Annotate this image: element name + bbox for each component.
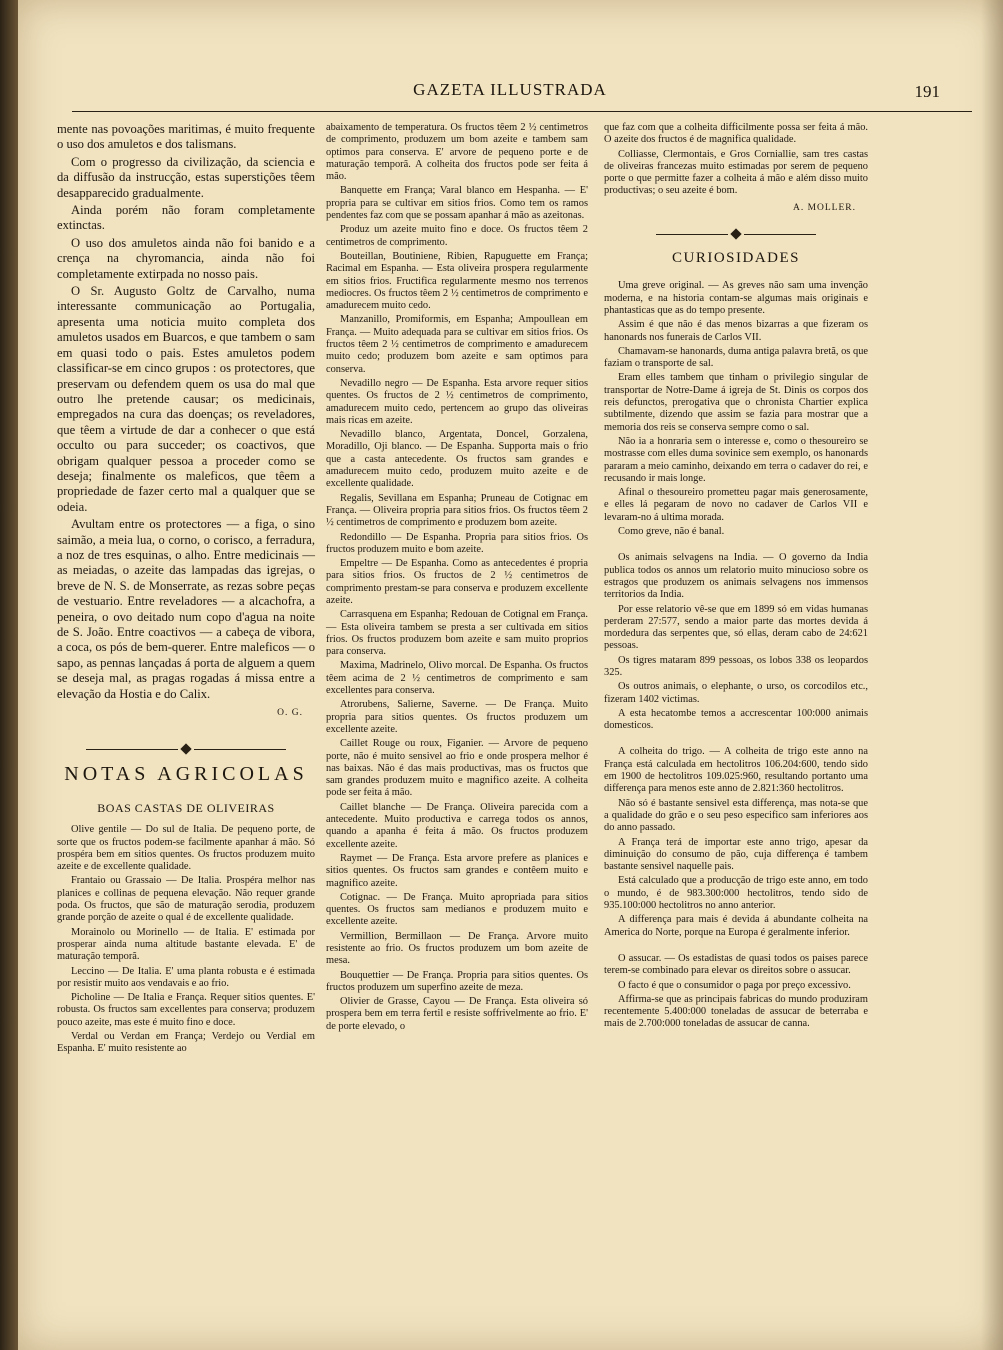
list-item: Leccino — De Italia. E' uma planta robusta e é estimada por resistir muito aos vendavais e ao frio. bbox=[57, 965, 315, 989]
article-paragraph: O assucar. — Os estadistas de quasi todos os paises parece terem-se combinado para elevar os direitos sobre o assucar. bbox=[604, 952, 868, 977]
section-title: CURIOSIDADES bbox=[671, 250, 800, 267]
list-item: Frantaio ou Grassaio — De Italia. Prospéra melhor nas planices e collinas de pequena elevação. Não requer grande poda. Os fructos, que são de maturação serodia, produzem grande porção de azeite o qual é de excellente qualidade. bbox=[57, 875, 315, 924]
list-item: Nevadillo negro — De Espanha. Esta arvore requer sitios quentes. Os fructos de 2 ½ centimetros de comprimento, amadurecem muito cedo, pertencem ao grupo das oliveiras mais ricas em azeite. bbox=[326, 377, 588, 426]
olive-entries bbox=[57, 824, 315, 1055]
list-item: Morainolo ou Morinello — de Italia. E' estimada por prosperar ainda numa altitude bastante elevada. E' de maturação temporã. bbox=[57, 926, 315, 963]
page-binding-edge bbox=[0, 0, 18, 1350]
list-item: Bouquettier — De França. Propria para sitios quentes. Os fructos produzem um superfino azeite de meza. bbox=[326, 969, 588, 993]
paragraph: Ainda porém não foram completamente extinctas. bbox=[57, 203, 315, 233]
list-item: Empeltre — De Espanha. Como as antecedentes é propria para sitios frios. Os fructos de 2 ½ centimetros de comprimento prestam-se para conserva e produzem excellente azeite. bbox=[326, 558, 588, 606]
article-paragraph: A esta hecatombe temos a accrescentar 100:000 animais domesticos. bbox=[604, 707, 868, 732]
paragraph: O uso dos amuletos ainda não foi banido e a crença na chyromancia, ainda não foi completamente extirpada no nosso pais. bbox=[57, 235, 315, 281]
list-item: Olivier de Grasse, Cayou — De França. Esta oliveira só prospera bem em terra fertil e resiste soffrivelmente ao frio. E' de porte elevado, o bbox=[326, 996, 588, 1032]
article-paragraph: Por esse relatorio vê-se que em 1899 só em vidas humanas perderam 27:577, sendo a maior parte das mortes devida á mordedura das serpentes que, só ellas, deram cabo de 24:621 pessoas. bbox=[604, 603, 868, 652]
article-paragraph: A differença para mais é devida á abundante colheita na America do Norte, porque na Europa é geralmente inferior. bbox=[604, 914, 868, 938]
article-paragraph: Uma greve original. — As greves não sam uma invenção moderna, e na historia contam-se algumas mais originais e phantasticas que as do tempo presente. bbox=[604, 280, 868, 316]
paragraph: Com o progresso da civilização, da sciencia e da diffusão da instrucção, estas superstições têem desapparecido gradualmente. bbox=[57, 154, 315, 200]
list-item: Regalis, Sevillana em Espanha; Pruneau de Cotignac em França. — Oliveira propria para sitios frios. Os fructos têem 2 ½ centimetros de comprimento e produzem bom azeite. bbox=[326, 492, 588, 529]
list-item: Vermillion, Bermillaon — De França. Arvore muito resistente ao frio. Os fructos produzem um bom azeite de mesa. bbox=[326, 930, 588, 967]
page-number: 191 bbox=[914, 82, 940, 101]
article-paragraph: Os animais selvagens na India. — O governo da India publica todos os annos um relatorio muito minucioso sobre os estragos que produzem os animais selvagens nos immensos territorios da India. bbox=[604, 552, 868, 601]
article-paragraph: A colheita do trigo. — A colheita de trigo este anno na França está calculada em hectolitros 106.204:600, tendo sido em 1900 de hectolitros 109.025:960, resultando portanto uma differença para menos este anno de 2.821:360 hectolitros. bbox=[604, 746, 868, 795]
article-paragraph: Não só é bastante sensivel esta differença, mas nota-se que a qualidade do grão e o seu peso especifico sam inferiores aos do anno passado. bbox=[604, 797, 868, 834]
publication-title: GAZETA ILLUSTRADA bbox=[413, 80, 607, 99]
subsection-title: BOAS CASTAS DE OLIVEIRAS bbox=[97, 800, 275, 815]
list-item: Redondillo — De Espanha. Propria para sitios frios. Os fructos produzem muito e bom azeite. bbox=[326, 531, 588, 555]
list-item: Picholine — De Italia e França. Requer sitios quentes. E' robusta. Os fructos sam excellentes para conserva; produzem pouco azeite, mas este é muito fino e doce. bbox=[57, 992, 315, 1028]
article-paragraph: Não ia a honraria sem o interesse e, como o thesoureiro se mostrasse com elles duma sovinice sem exemplo, os hanonards pararam a meio caminho, deixando em terra o cadaver do rei, e recusando ir mais longe. bbox=[604, 435, 868, 484]
list-item: Manzanillo, Promiformis, em Espanha; Ampoullean em França. — Muito adequada para se cultivar em sitios frios. Os fructos têem 2 ½ centimetros de comprimento e amadurecem muito cedo; produzem bom azeite e sam optimos para conserva. bbox=[326, 314, 588, 375]
column-2 bbox=[326, 122, 588, 1035]
list-item: Produz um azeite muito fino e doce. Os fructos têem 2 centimetros de comprimento. bbox=[326, 224, 588, 248]
list-item: Carrasquena em Espanha; Redouan de Cotignal em França. — Esta oliveira tambem se presta a ser cultivada em sitios frios. Os fructos produzem bom azeite e sam muito proprios para conserva. bbox=[326, 609, 588, 658]
list-item: Banquette em França; Varal blanco em Hespanha. — E' propria para se cultivar em sitios frios. Como tem os ramos pendentes faz com que se possam apanhar á mão as azeitonas. bbox=[326, 185, 588, 222]
page-header bbox=[60, 80, 960, 106]
section-title: NOTAS AGRICOLAS bbox=[64, 763, 308, 786]
page-edge-shadow bbox=[981, 0, 1003, 1350]
paragraph: Avultam entre os protectores — a figa, o sino saimão, a meia lua, o corno, o corisco, a ferradura, a noz de tres esquinas, o alho. Entre medicinais — as meiadas, o azeite das lampadas das igrejas, o breve de N. S. de Monserrate, as rezas sobre peças de vestuario. Entre reveladores — a alcachofra, a peneira, o ovo deitado num copo d'agua na noite de S. João. Entre coactivos — a cabeça de vibora, a coca, os pós de bem-querer. Entre maleficos — o sapo, as pennas lançadas á porta de alguem a quem se deseja mal, as pragas rogadas á missa entre a elevação da Hostia e do Calix. bbox=[57, 517, 315, 701]
list-item: Cotignac. — De França. Muito apropriada para sitios quentes. Os fructos sam medianos e produzem muito e excellente azeite. bbox=[326, 891, 588, 928]
list-item: Olive gentile — Do sul de Italia. De pequeno porte, de sorte que os fructos podem-se facilmente apanhar á mão. Só prospéra bem em sitios quentes. Os fructos produzem muito azeite e de excellente qualidade. bbox=[57, 824, 315, 873]
list-item: abaixamento de temperatura. Os fructos têem 2 ½ centimetros de comprimento, produzem um bom azeite e tambem sam optimos para conserva. E' arvore de pequeno porte e de maturação temporã. A colheita dos fructos pode ser feita á mão. bbox=[326, 122, 588, 183]
article-signature: A. MOLLER. bbox=[792, 202, 856, 213]
article-paragraph: Os outros animais, o elephante, o urso, os corcodilos etc., fizeram 1402 victimas. bbox=[604, 681, 868, 705]
header-rule bbox=[72, 111, 972, 112]
article-paragraph: Está calculado que a producção de trigo este anno, em todo o mundo, é de 983.300:000 hectolitros, tendo sido de 935.100:000 hectolitros no anno anterior. bbox=[604, 875, 868, 912]
paragraph: O Sr. Augusto Goltz de Carvalho, numa interessante communicação ao Portugalia, apresenta uma noticia muito completa dos amuletos usados em Buarcos, e que tambem o sam em quasi todo o pais. Estes amuletos podem classificar-se em cinco grupos : os protectores, que preservam ou defendem quem os usa do mal que outro lhe pretende causar; os medicinais, empregados na cura das doenças; os reveladores, que têem a virtude de dar a conhecer o que está occulto ou para succeder; os coactivos, que obrigam qualquer pessoa a proceder como se deseja; finalmente os maleficos, que têem a propriedade de fazer certo mal a qualquer que se odeia. bbox=[57, 284, 315, 514]
list-item: Caillet blanche — De França. Oliveira parecida com a antecedente. Muito productiva e carrega todos os annos, quando a apanha é feita á mão. Os fructos produzem excellente azeite. bbox=[326, 801, 588, 850]
list-item: Bouteillan, Boutiniene, Ribien, Rapuguette em França; Racimal em Espanha. — Esta oliveira prospera regularmente em sitios frios. Fructifica regularmente mesmo nos terrenos mediocres. Os fructos têem 2 ½ centimetros de comprimento e amadurecem muito cedo. bbox=[326, 250, 588, 312]
paragraph: que faz com que a colheita difficilmente possa ser feita á mão. O azeite dos fructos é de magnifica qualidade. bbox=[604, 122, 868, 146]
section-divider bbox=[86, 743, 286, 757]
article-paragraph: Chamavam-se hanonards, duma antiga palavra bretã, os que faziam o transporte de sal. bbox=[604, 345, 868, 370]
list-item: Caillet Rouge ou roux, Figanier. — Arvore de pequeno porte, não é muito sensivel ao frio e onde prospera melhor é nas baixas. Não é das mais productivas, mas os fructos que sam grandes produzem muito e magnifico azeite. A colheita pode ser feita á mão. bbox=[326, 738, 588, 799]
paragraph: Colliasse, Clermontais, e Gros Corniallie, sam tres castas de oliveiras francezas muito estimadas por serem de pequeno porte o que permitte fazer a colheita á mão e além disso muito productivas; o seu azeite é bom. bbox=[604, 148, 868, 197]
article-paragraph: Afinal o thesoureiro prometteu pagar mais generosamente, e elles lá pegaram de novo no cadaver de Carlos VII e levaram-no á ultima morada. bbox=[604, 487, 868, 523]
list-item: Verdal ou Verdan em França; Verdejo ou Verdial em Espanha. E' muito resistente ao bbox=[57, 1031, 315, 1055]
article-paragraph: O facto é que o consumidor o paga por preço excessivo. bbox=[618, 979, 851, 991]
article-paragraph: Eram elles tambem que tinham o privilegio singular de transportar de Notre-Dame á igreja de St. Dinis os corpos dos reis defunctos, prerogativa que o chronista Chartier explica subtilmente, dizendo que assim se fazia para mostrar que a memoria dos reis se conserva sempre como o sal. bbox=[604, 372, 868, 433]
column-1 bbox=[57, 122, 315, 1058]
list-item: Maxima, Madrinelo, Olivo morcal. De Espanha. Os fructos têem acima de 2 ½ centimetros de comprimento e sam excellentes para conserva. bbox=[326, 660, 588, 697]
article-paragraph: A França terá de importar este anno trigo, apesar da diminuição do consumo de pão, cuja differença é tambem bastante sensivel naquelle pais. bbox=[604, 836, 868, 873]
column-3 bbox=[604, 122, 868, 1033]
paragraph: mente nas povoações maritimas, é muito frequente o uso dos amuletos e dos talismans. bbox=[57, 122, 315, 152]
list-item: Raymet — De França. Esta arvore prefere as planices e sitios quentes. Os fructos sam grandes e contêem muito e magnifico azeite. bbox=[326, 852, 588, 889]
article-paragraph: Assim é que não é das menos bizarras a que fizeram os hanonards nos funerais de Carlos VII. bbox=[604, 319, 868, 343]
article-paragraph: Affirma-se que as principais fabricas do mundo produziram recentemente 5.400:000 toneladas de assucar de beterraba e mais de 2.700:000 toneladas de assucar de canna. bbox=[604, 993, 868, 1030]
article-paragraph: Os tigres mataram 899 pessoas, os lobos 338 os leopardos 325. bbox=[604, 654, 868, 678]
list-item: Nevadillo blanco, Argentata, Doncel, Gorzalena, Moradillo, Oji blanco. — De Espanha. Supporta mais o frio que a casta antecedente. Os fructos sam grandes e amadurecem muito cedo, produzem muito azeite e de excellente qualidade. bbox=[326, 429, 588, 490]
list-item: Atrorubens, Salierne, Saverne. — De França. Muito propria para sitios quentes. Os fructos produzem um excellente azeite. bbox=[326, 699, 588, 735]
article-paragraph: Como greve, não é banal. bbox=[618, 526, 725, 538]
section-divider bbox=[656, 228, 816, 242]
article-signature: O. G. bbox=[277, 708, 303, 719]
